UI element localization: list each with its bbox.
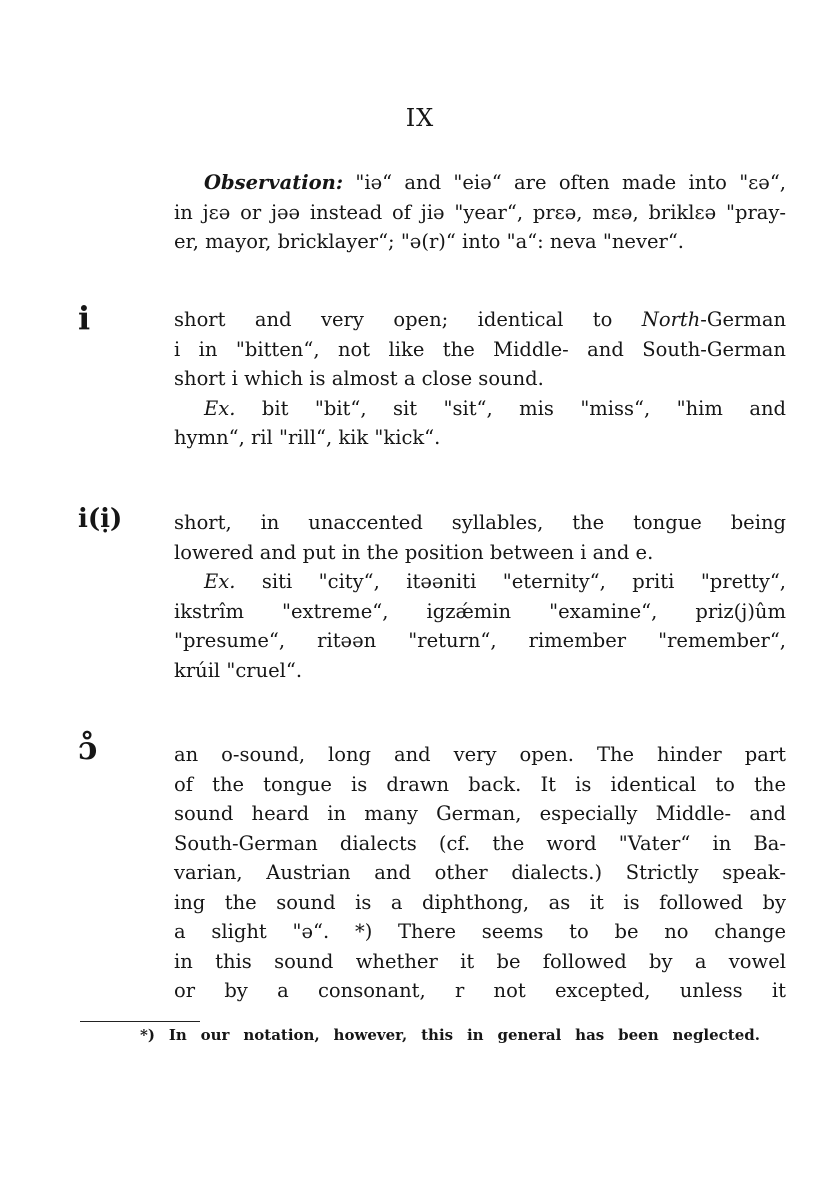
observation-line-2: in jɛə or jəə instead of jiə "year“, prɛə, mɛə, briklɛə "pray- [174, 200, 786, 224]
section-line: in this sound whether it be followed by a vowel [174, 949, 786, 973]
section-text: short and very open; identical to [174, 308, 642, 331]
section-line: i in "bitten“, not like the Middle- and South-German [174, 337, 786, 361]
section-text: -German [700, 308, 786, 331]
example-line [174, 567, 786, 597]
section-line: South-German dialects (cf. the word "Vater“ in Ba- [174, 831, 786, 855]
observation-label: Observation: [204, 171, 344, 194]
example-text: bit "bit“, sit "sit“, mis "miss“, "him and [235, 396, 786, 420]
section-line: krúil "cruel“. [174, 658, 303, 682]
observation-block [174, 168, 786, 257]
section-line: varian, Austrian and other dialects.) Strictly speak- [174, 861, 786, 884]
section-line: ikstrîm "extreme“, igzǽmin "examine“, priz(j)ûm [174, 599, 786, 623]
section-i [174, 305, 786, 453]
footnote: *) In our notation, however, this in general has been neglected. [140, 1026, 760, 1044]
phoneme-symbol-i-reduced: i(ị) [78, 504, 123, 534]
example-line [174, 394, 786, 424]
observation-line-3: er, mayor, bricklayer“; "ə(r)“ into "a“: neva "never“. [174, 230, 684, 253]
page-number: IX [405, 104, 435, 132]
section-i-reduced [174, 508, 786, 685]
example-label: Ex. [204, 396, 236, 420]
phoneme-symbol-i: i [78, 299, 91, 337]
section-line: "presume“, ritəən "return“, rimember "remember“, [174, 629, 786, 652]
section-line: hymn“, ril "rill“, kik "kick“. [174, 426, 441, 449]
observation-text: "iə“ and "eiə“ are often made into "ɛə“, [343, 171, 786, 194]
section-line [174, 305, 786, 335]
italic-word: North [641, 308, 701, 331]
section-line: or by a consonant, r not excepted, unless it [174, 979, 786, 1002]
section-line: ing the sound is a diphthong, as it is followed by [174, 890, 786, 914]
observation-line-1 [174, 168, 786, 198]
section-line: a slight "ə“. *) There seems to be no change [174, 920, 786, 943]
section-line: short, in unaccented syllables, the tongue being [174, 511, 786, 534]
section-line: of the tongue is drawn back. It is identical to the [174, 772, 786, 796]
section-line: an o-sound, long and very open. The hinder part [174, 743, 786, 766]
section-line: sound heard in many German, especially Middle- and [174, 802, 786, 825]
section-line: short i which is almost a close sound. [174, 367, 544, 390]
footnote-divider [80, 1021, 200, 1022]
example-text: siti "city“, itəəniti "eternity“, priti "pretty“, [235, 570, 786, 593]
phoneme-symbol-open-o: ɔ̊ [78, 729, 98, 767]
example-label: Ex. [204, 570, 236, 593]
section-line: lowered and put in the position between i and e. [174, 540, 654, 564]
section-open-o [174, 740, 786, 1006]
